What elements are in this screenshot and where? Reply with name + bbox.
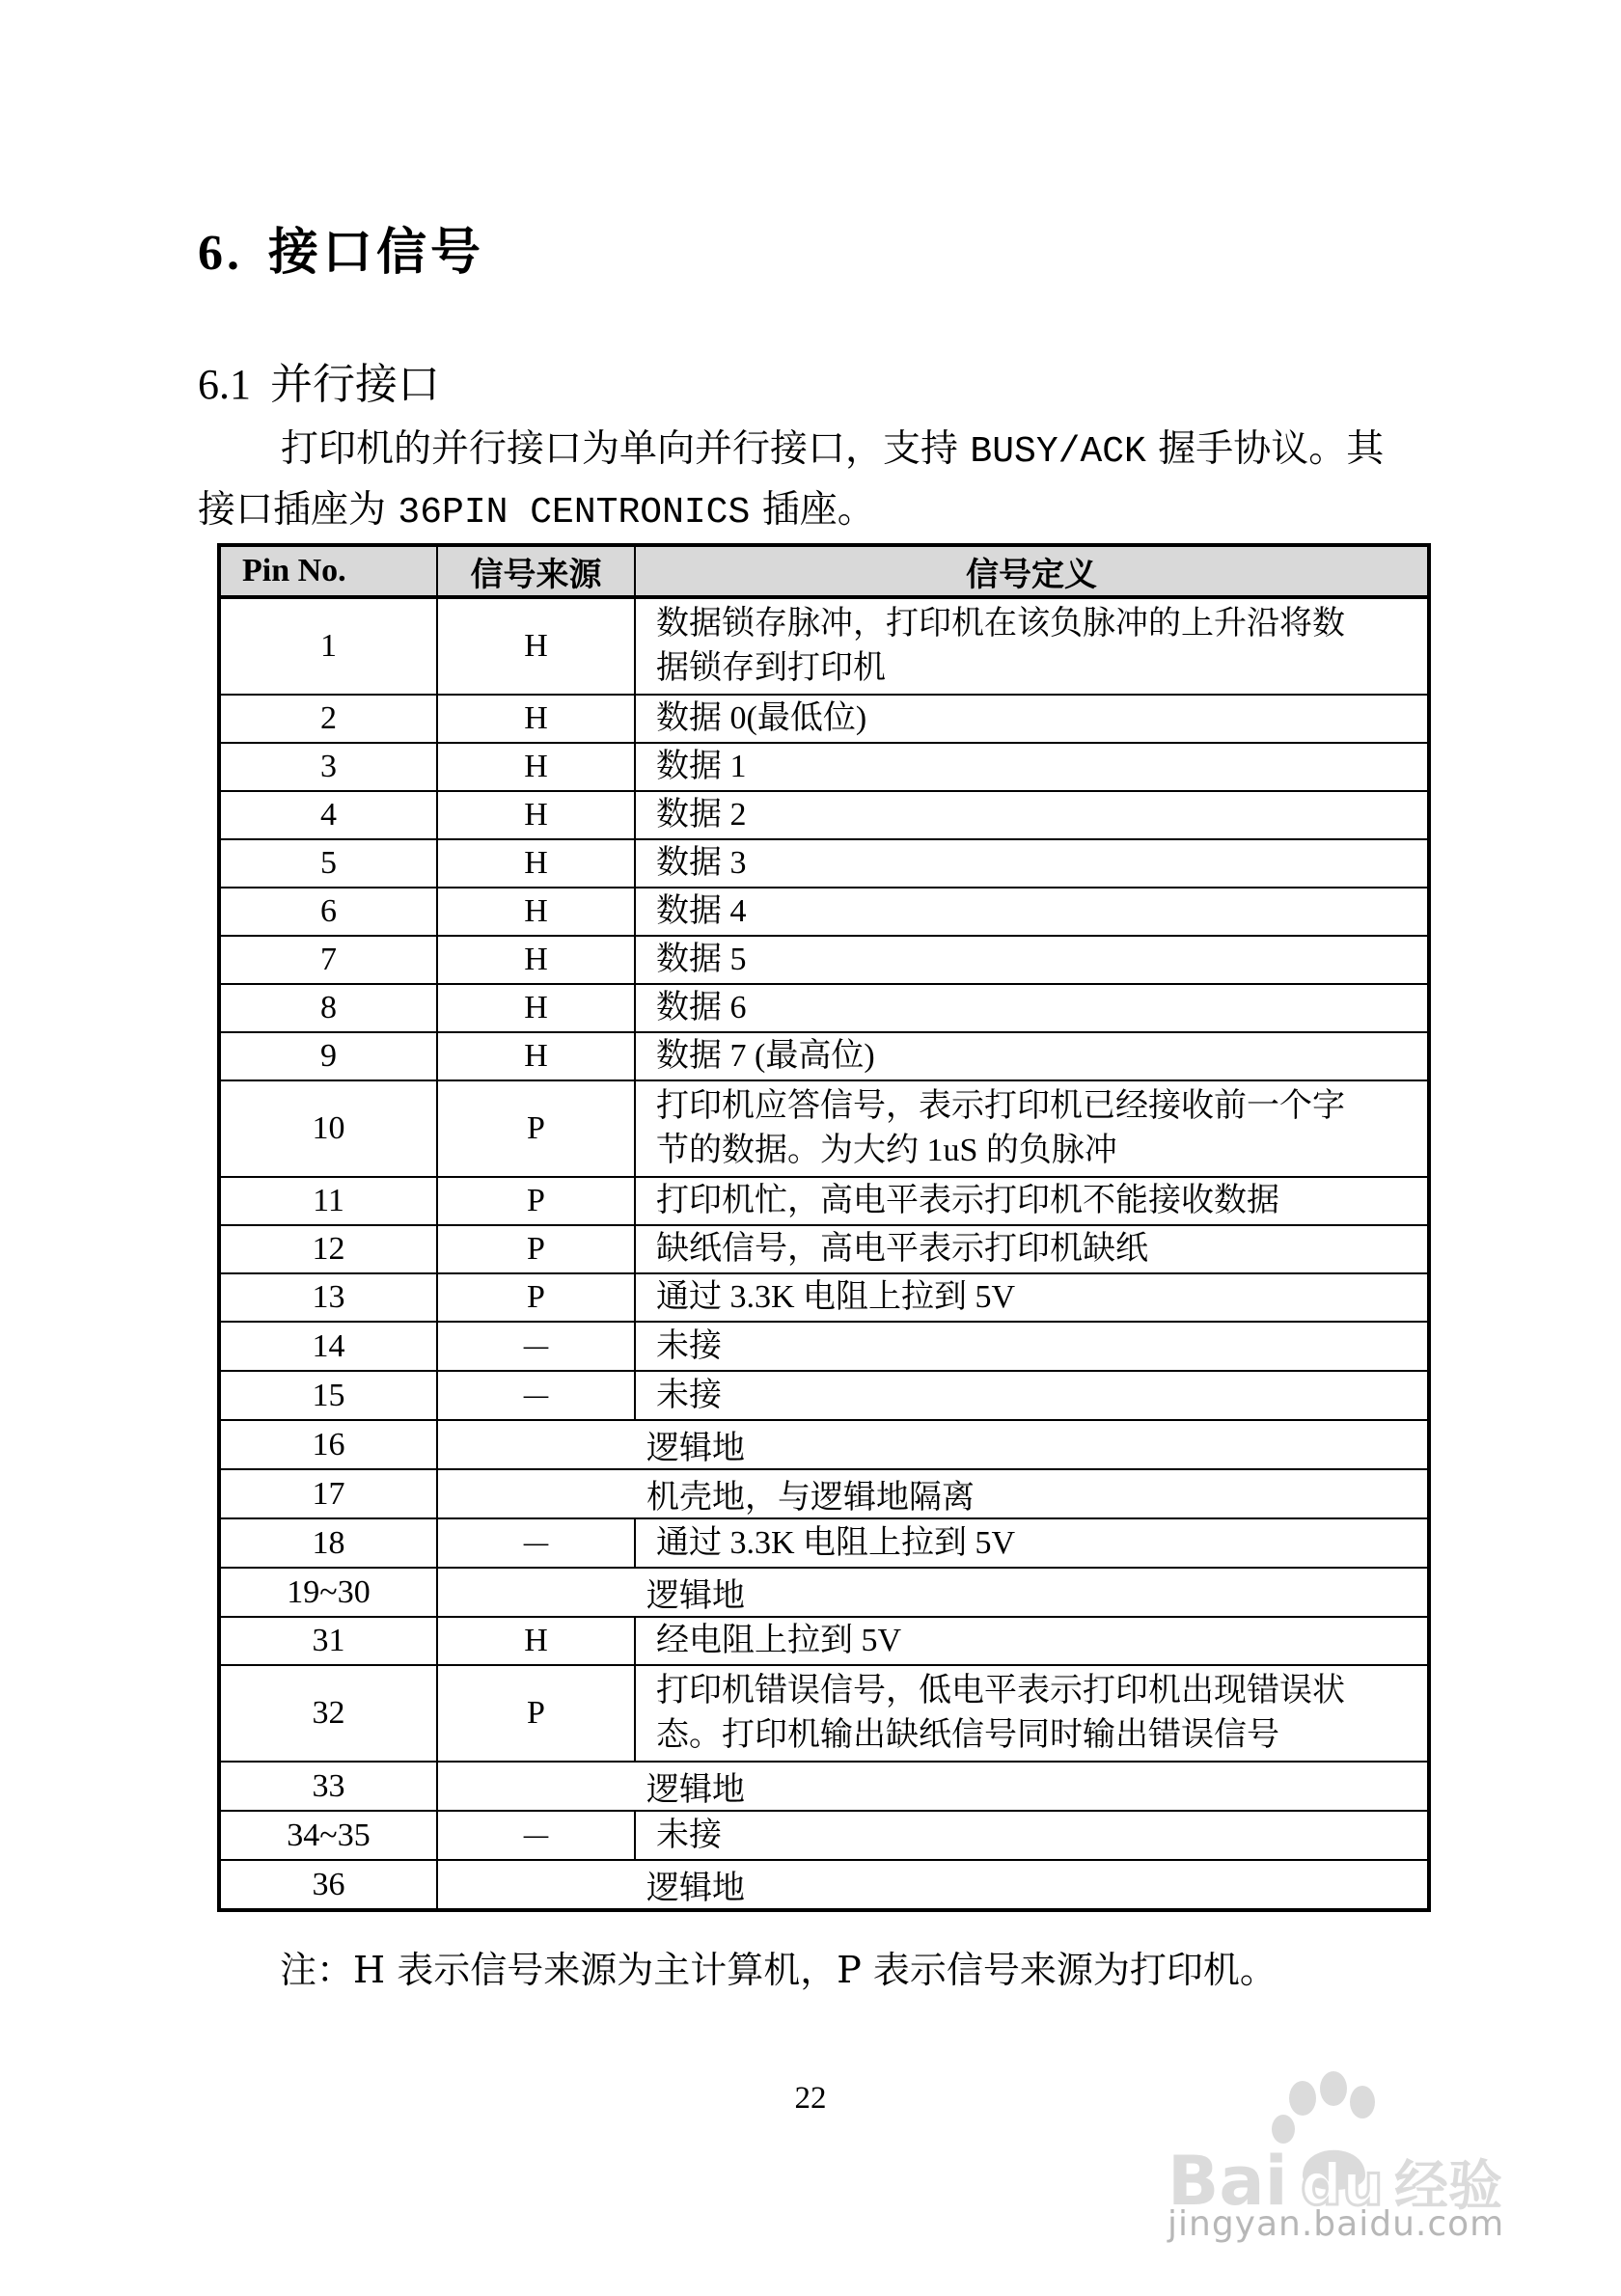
definition-line: 通过 3.3K 电阻上拉到 5V — [656, 1279, 1016, 1315]
pin-number-cell: 31 — [219, 1617, 437, 1665]
signal-definition-cell — [635, 1665, 1429, 1762]
footnote: 注：H 表示信号来源为主计算机，P 表示信号来源为打印机。 — [280, 1949, 1277, 1991]
svg-text:经验: 经验 — [1394, 2155, 1502, 2218]
table-row — [219, 936, 1429, 984]
table-row — [219, 791, 1429, 839]
signal-source-cell: H — [437, 1617, 635, 1665]
table-row — [219, 1177, 1429, 1225]
signal-source-cell: P — [437, 1665, 635, 1762]
signal-definition-cell — [635, 597, 1429, 695]
signal-source-cell: P — [437, 1080, 635, 1177]
definition-line: 态。打印机输出缺纸信号同时输出错误信号 — [656, 1717, 1279, 1753]
signal-definition-cell — [635, 1371, 1429, 1420]
definition-line: 打印机错误信号，低电平表示打印机出现错误状 — [656, 1673, 1345, 1708]
signal-definition-cell — [635, 1322, 1429, 1371]
subsection-title: 并行接口 — [270, 360, 440, 409]
table-row — [219, 839, 1429, 888]
signal-definition-cell — [635, 695, 1429, 743]
definition-line: 节的数据。为大约 1uS 的负脉冲 — [656, 1133, 1117, 1168]
definition-line: 未接 — [656, 1817, 722, 1853]
signal-definition-cell — [635, 936, 1429, 984]
signal-source-cell: H — [437, 839, 635, 888]
pin-number-cell: 32 — [219, 1665, 437, 1762]
pin-number-cell: 14 — [219, 1322, 437, 1371]
pin-number-cell: 18 — [219, 1518, 437, 1568]
signal-source-cell: H — [437, 936, 635, 984]
pin-number-cell: 9 — [219, 1032, 437, 1080]
signal-definition-cell — [635, 984, 1429, 1032]
table-row — [219, 1371, 1429, 1420]
section-number: 6. — [198, 226, 243, 281]
pin-number-cell: 8 — [219, 984, 437, 1032]
definition-line: 未接 — [656, 1327, 722, 1364]
table-row — [219, 1617, 1429, 1665]
table-row — [219, 743, 1429, 791]
merged-definition-cell: 逻辑地 — [437, 1762, 1429, 1811]
signal-source-cell: H — [437, 743, 635, 791]
merged-definition-cell: 逻辑地 — [437, 1860, 1429, 1910]
pin-number-cell: 17 — [219, 1469, 437, 1518]
table-row — [219, 1811, 1429, 1860]
pin-number-cell: 13 — [219, 1273, 437, 1322]
signal-source-cell: H — [437, 695, 635, 743]
signal-definition-cell — [635, 791, 1429, 839]
table-header-row — [219, 545, 1429, 597]
table-row — [219, 1420, 1429, 1469]
signal-definition-cell — [635, 1225, 1429, 1273]
subsection-heading — [198, 360, 440, 409]
definition-line: 数据 3 — [656, 845, 747, 881]
table-row — [219, 1322, 1429, 1371]
table-row — [219, 1032, 1429, 1080]
definition-line: 数据 7 (最高位) — [656, 1038, 875, 1074]
merged-definition-cell: 机壳地，与逻辑地隔离 — [437, 1469, 1429, 1518]
signal-source-cell: H — [437, 791, 635, 839]
protocol-name: BUSY/ACK — [970, 431, 1146, 473]
signal-definition-cell — [635, 1080, 1429, 1177]
signal-source-cell: P — [437, 1225, 635, 1273]
signal-definition-cell — [635, 1617, 1429, 1665]
definition-line: 数据 5 — [656, 942, 747, 977]
signal-source-cell: P — [437, 1273, 635, 1322]
pin-number-cell: 19~30 — [219, 1568, 437, 1617]
table-row — [219, 1860, 1429, 1910]
table-row — [219, 597, 1429, 695]
signal-source-cell: H — [437, 597, 635, 695]
definition-line: 缺纸信号，高电平表示打印机缺纸 — [656, 1231, 1148, 1267]
table-row — [219, 1665, 1429, 1762]
paragraph-line-1: 打印机的并行接口为单向并行接口，支持 BUSY/ACK 握手协议。其 — [281, 427, 1385, 473]
table-row — [219, 695, 1429, 743]
section-heading — [198, 224, 485, 282]
pin-number-cell: 15 — [219, 1371, 437, 1420]
pin-number-cell: 3 — [219, 743, 437, 791]
table-row — [219, 1469, 1429, 1518]
definition-line: 未接 — [656, 1377, 722, 1413]
signal-source-cell: H — [437, 888, 635, 936]
signal-definition-cell — [635, 743, 1429, 791]
pin-number-cell: 6 — [219, 888, 437, 936]
signal-definition-cell — [635, 839, 1429, 888]
definition-line: 据锁存到打印机 — [656, 650, 886, 686]
pin-number-cell: 7 — [219, 936, 437, 984]
pin-number-cell: 10 — [219, 1080, 437, 1177]
definition-line: 打印机忙，高电平表示打印机不能接收数据 — [656, 1183, 1279, 1218]
table-row — [219, 984, 1429, 1032]
signal-definition-cell — [635, 1273, 1429, 1322]
signal-definition-cell — [635, 1177, 1429, 1225]
svg-text:Bai: Bai — [1168, 2142, 1288, 2221]
table-row — [219, 1080, 1429, 1177]
signal-source-cell: － — [437, 1518, 635, 1568]
table-row — [219, 1273, 1429, 1322]
table-row — [219, 1518, 1429, 1568]
definition-line: 数据 6 — [656, 990, 747, 1025]
table-row — [219, 888, 1429, 936]
definition-line: 打印机应答信号，表示打印机已经接收前一个字 — [656, 1088, 1345, 1124]
definition-line: 经电阻上拉到 5V — [656, 1623, 902, 1658]
page-number: 22 — [794, 2081, 827, 2116]
subsection-number: 6.1 — [198, 361, 251, 408]
definition-line: 数据锁存脉冲，打印机在该负脉冲的上升沿将数 — [656, 606, 1345, 642]
merged-definition-cell: 逻辑地 — [437, 1420, 1429, 1469]
signal-source-cell: － — [437, 1811, 635, 1860]
pin-number-cell: 36 — [219, 1860, 437, 1910]
signal-definition-cell — [635, 1032, 1429, 1080]
definition-line: 数据 4 — [656, 893, 747, 929]
section-title: 接口信号 — [268, 224, 485, 282]
merged-definition-cell: 逻辑地 — [437, 1568, 1429, 1617]
pin-number-cell: 2 — [219, 695, 437, 743]
signal-source-cell: H — [437, 1032, 635, 1080]
header-pin-no: Pin No. — [219, 545, 437, 597]
definition-line: 数据 2 — [656, 797, 747, 833]
connector-name: 36PIN CENTRONICS — [398, 492, 751, 533]
signal-source-cell: H — [437, 984, 635, 1032]
signal-source-cell: P — [437, 1177, 635, 1225]
pin-number-cell: 1 — [219, 597, 437, 695]
pin-number-cell: 4 — [219, 791, 437, 839]
pin-number-cell: 33 — [219, 1762, 437, 1811]
definition-line: 数据 1 — [656, 749, 747, 784]
signal-definition-cell — [635, 1518, 1429, 1568]
pin-number-cell: 12 — [219, 1225, 437, 1273]
pin-number-cell: 11 — [219, 1177, 437, 1225]
table-row — [219, 1568, 1429, 1617]
table-row — [219, 1762, 1429, 1811]
header-signal-definition: 信号定义 — [635, 545, 1429, 597]
definition-line: 数据 0(最低位) — [656, 700, 867, 736]
signal-definition-cell — [635, 888, 1429, 936]
pin-number-cell: 16 — [219, 1420, 437, 1469]
pin-table — [217, 543, 1431, 1912]
definition-line: 通过 3.3K 电阻上拉到 5V — [656, 1524, 1016, 1561]
paragraph-line-2: 接口插座为 36PIN CENTRONICS 插座。 — [198, 488, 875, 533]
pin-number-cell: 34~35 — [219, 1811, 437, 1860]
watermark-url: jingyan.baidu.com — [1168, 2204, 1505, 2244]
table-row — [219, 1225, 1429, 1273]
signal-source-cell: － — [437, 1322, 635, 1371]
signal-source-cell: － — [437, 1371, 635, 1420]
signal-definition-cell — [635, 1811, 1429, 1860]
header-signal-source: 信号来源 — [437, 545, 635, 597]
pin-number-cell: 5 — [219, 839, 437, 888]
svg-text:du: du — [1301, 2151, 1384, 2219]
